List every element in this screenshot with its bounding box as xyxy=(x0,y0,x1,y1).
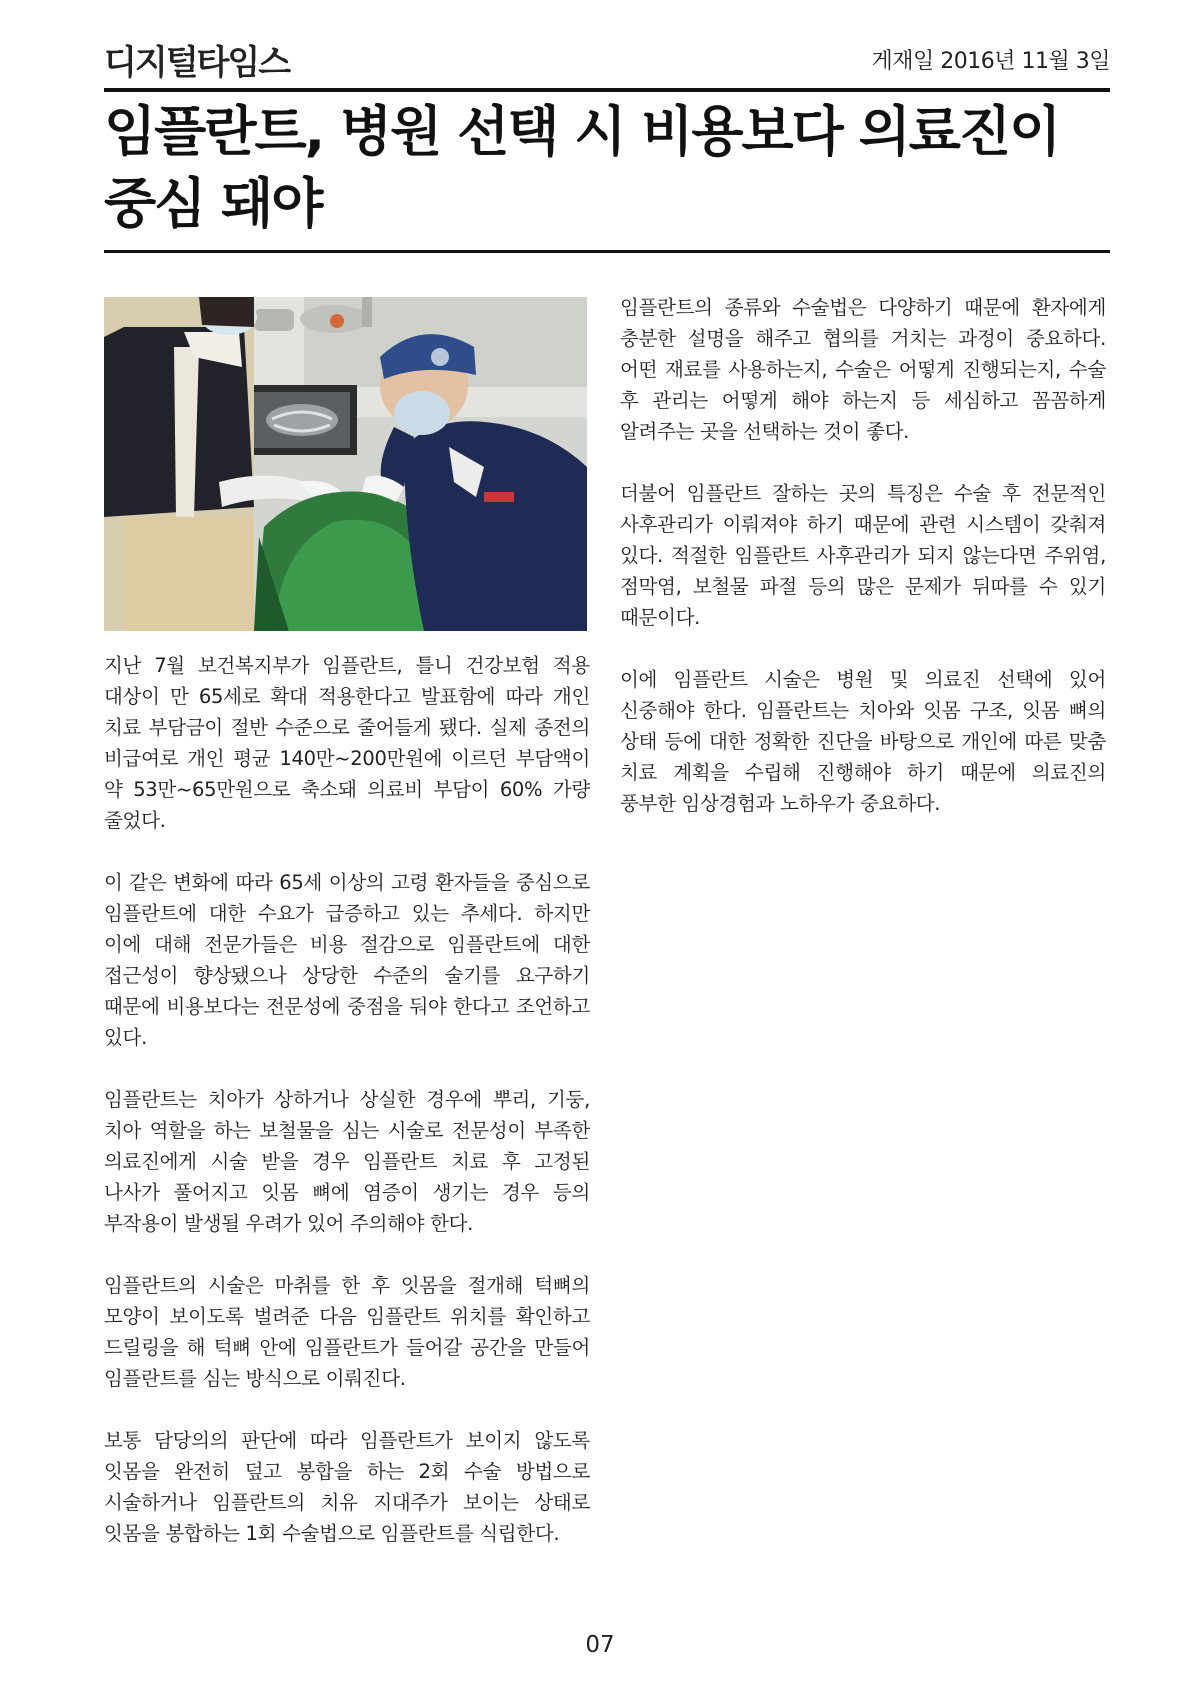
body-paragraph: 임플란트의 종류와 수술법은 다양하기 때문에 환자에게 충분한 설명을 해주고 협의를 거치는 과정이 중요하다. 어떤 재료를 사용하는지, 수술은 어떻게 진행되는지, 수술 후 관리는 어떻게 해야 하는지 등 세심하고 꼼꼼하게 알려주는 곳을 선택하는 것이 좋다. xyxy=(620,296,1106,443)
article-column-right xyxy=(620,292,1106,819)
publication-date: 게재일 2016년 11월 3일 xyxy=(871,48,1110,74)
top-rule xyxy=(104,88,1110,92)
article-column-left xyxy=(104,650,590,1549)
body-paragraph: 임플란트는 치아가 상하거나 상실한 경우에 뿌리, 기둥, 치아 역할을 하는 보철물을 심는 시술로 전문성이 부족한 의료진에게 시술 받을 경우 임플란트 치료 후 고정된 나사가 풀어지고 잇몸 뼈에 염증이 생기는 경우 등의 부작용이 발생될 우려가 있어 주의해야 한다. xyxy=(104,1088,590,1235)
body-paragraph: 이 같은 변화에 따라 65세 이상의 고령 환자들을 중심으로 임플란트에 대한 수요가 급증하고 있는 추세다. 하지만 이에 대해 전문가들은 비용 절감으로 임플란트에 대한 접근성이 향상됐으나 상당한 수준의 술기를 요구하기 때문에 비용보다는 전문성에 중점을 둬야 한다고 조언하고 있다. xyxy=(104,871,590,1049)
body-paragraph: 임플란트의 시술은 마취를 한 후 잇몸을 절개해 턱뼈의 모양이 보이도록 벌려준 다음 임플란트 위치를 확인하고 드릴링을 해 턱뼈 안에 임플란트가 들어갈 공간을 만들어 임플란트를 심는 방식으로 이뤄진다. xyxy=(104,1274,590,1390)
article-photo xyxy=(104,297,587,631)
article-headline: 임플란트, 병원 선택 시 비용보다 의료진이 중심 돼야 xyxy=(104,100,1060,235)
page-number: 07 xyxy=(585,1632,615,1658)
body-paragraph: 보통 담당의의 판단에 따라 임플란트가 보이지 않도록 잇몸을 완전히 덮고 봉합을 하는 2회 수술 방법으로 시술하거나 임플란트의 치유 지대주가 보이는 상태로 잇몸을 봉합하는 1회 수술법으로 임플란트를 식립한다. xyxy=(104,1429,590,1545)
publication-logo: 디지털타임스 xyxy=(104,42,290,83)
dental-surgery-illustration xyxy=(104,297,587,631)
masthead xyxy=(104,30,1110,88)
headline-rule xyxy=(104,250,1110,253)
body-paragraph: 이에 임플란트 시술은 병원 및 의료진 선택에 있어 신중해야 한다. 임플란트는 치아와 잇몸 구조, 잇몸 뼈의 상태 등에 대한 정확한 진단을 바탕으로 개인에 따른 맞춤 치료 계획을 수립해 진행해야 하기 때문에 의료진의 풍부한 임상경험과 노하우가 중요하다. xyxy=(620,668,1106,815)
body-paragraph: 더불어 임플란트 잘하는 곳의 특징은 수술 후 전문적인 사후관리가 이뤄져야 하기 때문에 관련 시스템이 갖춰져 있다. 적절한 임플란트 사후관리가 되지 않는다면 주위염, 점막염, 보철물 파절 등의 많은 문제가 뒤따를 수 있기 때문이다. xyxy=(620,482,1106,629)
body-paragraph: 지난 7월 보건복지부가 임플란트, 틀니 건강보험 적용 대상이 만 65세로 확대 적용한다고 발표함에 따라 개인 치료 부담금이 절반 수준으로 줄어들게 됐다. 실제 종전의 비급여로 개인 평균 140만~200만원에 이르던 부담액이 약 53만~65만원으로 축소돼 의료비 부담이 60% 가량 줄었다. xyxy=(104,654,590,832)
